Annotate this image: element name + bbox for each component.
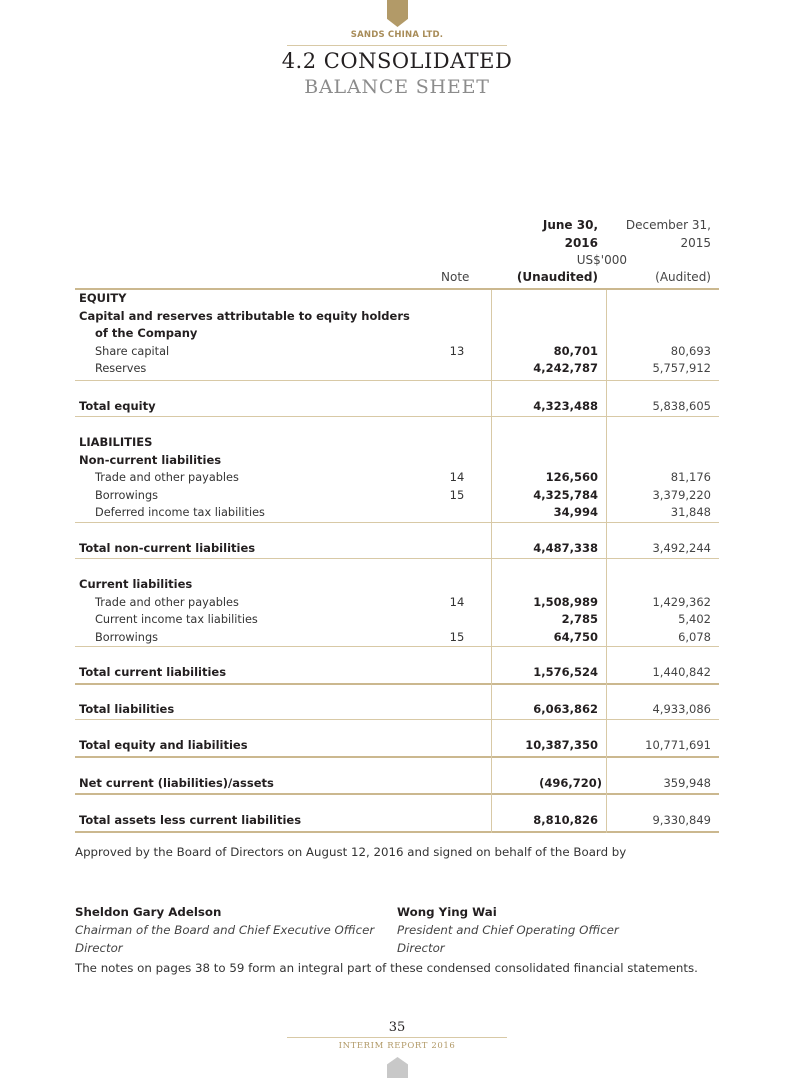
col1-status: (Unaudited) [516,270,598,284]
row-note: 15 [449,629,465,644]
row-label: Trade and other payables [95,471,239,484]
spacer [75,559,719,576]
row-value-2015: 4,933,086 [652,701,711,716]
table-row [75,504,719,522]
equity-heading: EQUITY [79,291,127,305]
table-bottom-rule [75,831,719,833]
non-current-heading-row [75,452,719,470]
liabilities-heading-row [75,434,719,452]
footer-divider [287,1037,507,1038]
company-name: SANDS CHINA LTD. [350,30,444,40]
equity-subheading: Capital and reserves attributable to equity holders [79,308,410,323]
section-number: 4.2 [281,49,317,73]
row-value-2016: 4,487,338 [533,540,598,555]
row-value-2015: 81,176 [670,470,711,484]
row-value-2016: 126,560 [545,470,598,484]
signatory-role: Director [75,941,123,955]
row-value-2016: (496,720) [539,775,602,790]
row-value-2015: 1,440,842 [652,665,711,679]
table-row [75,469,719,487]
row-note: 15 [449,487,465,502]
approval-statement: Approved by the Board of Directors on August 12, 2016 and signed on behalf of the Board by [75,845,627,859]
row-label: Current income tax liabilities [95,613,258,626]
signatory-role: Director [397,941,445,955]
table-row [75,594,719,612]
row-value-2015: 5,402 [678,612,711,626]
equity-subheading-row-2 [75,325,719,343]
equity-subheading-cont: of the Company [95,326,198,340]
signatory-1 [75,903,374,957]
signatory-name: Wong Ying Wai [397,905,497,919]
spacer [75,417,719,434]
title-line-1: CONSOLIDATED [323,49,513,73]
total-equity-row [75,398,719,416]
header-divider [287,45,507,46]
row-value-2015: 5,838,605 [652,398,711,413]
row-note: 14 [449,594,465,609]
row-value-2016: 34,994 [553,505,598,519]
page-title [0,49,794,73]
row-value-2015: 359,948 [663,775,711,790]
row-value-2015: 80,693 [670,343,711,358]
spacer [75,795,719,812]
row-note: 13 [449,343,465,358]
row-value-2015: 5,757,912 [652,361,711,375]
summary-row [75,701,719,719]
summary-row [75,737,719,755]
bottom-bookmark-tab [387,1057,408,1078]
row-value-2016: 4,323,488 [533,398,598,413]
signatory-title: President and Chief Operating Officer [397,923,619,937]
table-row [75,487,719,505]
equity-heading-row [75,290,719,308]
row-label: Deferred income tax liabilities [95,506,265,519]
spacer [75,685,719,701]
col2-status: (Audited) [655,270,711,284]
row-value-2015: 31,848 [670,505,711,519]
row-value-2016: 1,576,524 [533,665,598,679]
total-current-row [75,664,719,682]
row-value-2015: 6,078 [678,629,711,644]
row-value-2015: 3,492,244 [652,540,711,555]
table-row [75,629,719,647]
row-label: Borrowings [95,488,159,502]
row-label: Net current (liabilities)/assets [79,775,274,790]
row-value-2015: 10,771,691 [645,738,711,752]
col2-date: December 31, [625,218,711,232]
spacer [75,758,719,775]
row-label: Total current liabilities [79,665,227,679]
table-row [75,360,719,378]
signatory-name: Sheldon Gary Adelson [75,905,222,919]
spacer [75,647,719,664]
table-row [75,343,719,361]
current-heading: Current liabilities [79,577,193,591]
col1-year: 2016 [564,236,598,250]
row-label: Total assets less current liabilities [79,813,302,827]
row-label: Trade and other payables [95,595,239,609]
page-subtitle: BALANCE SHEET [304,76,490,98]
table-header [75,218,719,288]
row-label: Total liabilities [79,701,175,716]
row-value-2016: 8,810,826 [533,813,598,827]
equity-subheading-row [75,308,719,326]
col2-year: 2015 [680,236,711,250]
current-heading-row [75,576,719,594]
page-number: 35 [388,1020,406,1035]
balance-sheet-table [75,218,719,833]
summary-row [75,812,719,830]
row-label: Total non-current liabilities [79,540,256,555]
row-value-2015: 9,330,849 [652,813,711,827]
row-value-2015: 1,429,362 [652,594,711,609]
row-value-2016: 4,325,784 [533,487,598,502]
row-label: Share capital [95,344,170,358]
row-label: Reserves [95,362,147,375]
row-value-2016: 10,387,350 [525,738,598,752]
row-value-2016: 80,701 [553,343,598,358]
row-value-2016: 64,750 [553,629,598,644]
row-label: Total equity and liabilities [79,738,248,752]
row-value-2016: 4,242,787 [533,361,598,375]
report-name: INTERIM REPORT 2016 [338,1041,456,1051]
table-row [75,611,719,629]
total-non-current-row [75,540,719,558]
signatory-2 [397,903,619,957]
notes-reference: The notes on pages 38 to 59 form an integral part of these condensed consolidated financial statements. [75,961,698,975]
row-note: 14 [449,470,465,484]
signatory-title: Chairman of the Board and Chief Executive Officer [75,923,375,937]
col1-date: June 30, [542,218,598,232]
row-label: Total equity [79,398,156,413]
summary-row [75,775,719,793]
row-value-2016: 2,785 [561,612,598,626]
top-bookmark-tab [387,0,408,27]
row-value-2015: 3,379,220 [652,487,711,502]
spacer [75,381,719,398]
row-value-2016: 6,063,862 [533,701,598,716]
unit-label: US$'000 [576,253,627,267]
row-value-2016: 1,508,989 [533,594,598,609]
table-body [75,290,719,833]
liabilities-heading: LIABILITIES [79,435,153,449]
non-current-heading: Non-current liabilities [79,452,222,467]
spacer [75,523,719,540]
note-header: Note [441,270,470,284]
row-label: Borrowings [95,630,159,644]
spacer [75,720,719,737]
